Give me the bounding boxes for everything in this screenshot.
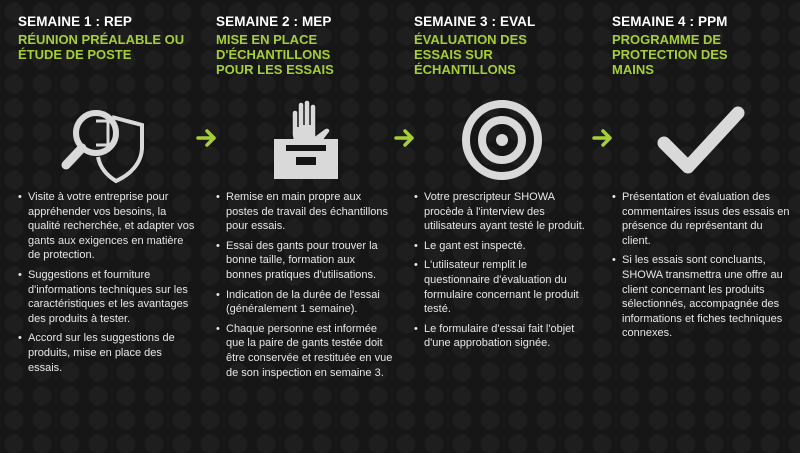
step-heading: SEMAINE 2 : MEP — [216, 14, 332, 29]
list-item: • Le gant est inspecté. — [414, 239, 592, 254]
chevron-right-icon — [394, 128, 416, 148]
step-title: RÉUNION PRÉALABLE OU ÉTUDE DE POSTE — [18, 32, 185, 62]
list-item: • L'utilisateur remplit le questionnaire d'évaluation du formulaire concernant le produit testé. — [414, 258, 592, 316]
list-item: • Présentation et évaluation des commentaires issus des essais en présence du représentant du client. — [612, 190, 790, 248]
list-item: • Si les essais sont concluants, SHOWA transmettra une offre au client concernant les produits sélectionnés, accompagnée des informations et fiches techniques connexes. — [612, 253, 790, 341]
target-icon — [452, 95, 552, 185]
list-item: • Chaque personne est informée que la paire de gants testée doit être conservée et restituée en vue de son inspection en semaine 3. — [216, 322, 394, 380]
bullet-list — [216, 190, 394, 385]
list-item: • Indication de la durée de l'essai (généralement 1 semaine). — [216, 288, 394, 317]
step-column-2 — [216, 14, 394, 77]
list-item: • Suggestions et fourniture d'informations techniques sur les caractéristiques et les avantages des produits à tester. — [18, 268, 196, 326]
checkmark-icon — [650, 95, 750, 185]
list-item: • Le formulaire d'essai fait l'objet d'une approbation signée. — [414, 322, 592, 351]
bullet-list — [18, 190, 196, 380]
step-title: ÉVALUATION DES ESSAIS SUR ÉCHANTILLONS — [414, 32, 527, 77]
list-item: • Remise en main propre aux postes de travail des échantillons pour essais. — [216, 190, 394, 234]
step-title: PROGRAMME DE PROTECTION DES MAINS — [612, 32, 728, 77]
list-item: • Essai des gants pour trouver la bonne taille, formation aux bonnes pratiques d'utilisations. — [216, 239, 394, 283]
magnifier-shield-icon — [56, 95, 156, 185]
chevron-right-icon — [592, 128, 614, 148]
list-item: • Votre prescripteur SHOWA procède à l'interview des utilisateurs ayant testé le produit. — [414, 190, 592, 234]
bullet-list — [612, 190, 790, 346]
bullet-list — [414, 190, 592, 356]
step-title: MISE EN PLACE D'ÉCHANTILLONS POUR LES ESSAIS — [216, 32, 334, 77]
list-item: • Visite à votre entreprise pour appréhender vos besoins, la qualité recherchée, et adapter vos gants aux exigences en matière de protection. — [18, 190, 196, 263]
chevron-right-icon — [196, 128, 218, 148]
step-column-3 — [414, 14, 592, 77]
step-heading: SEMAINE 4 : PPM — [612, 14, 728, 29]
step-heading: SEMAINE 1 : REP — [18, 14, 133, 29]
step-column-4 — [612, 14, 790, 77]
step-heading: SEMAINE 3 : EVAL — [414, 14, 536, 29]
list-item: • Accord sur les suggestions de produits, mise en place des essais. — [18, 331, 196, 375]
step-column-1 — [18, 14, 196, 62]
hand-ballot-box-icon — [254, 95, 354, 185]
